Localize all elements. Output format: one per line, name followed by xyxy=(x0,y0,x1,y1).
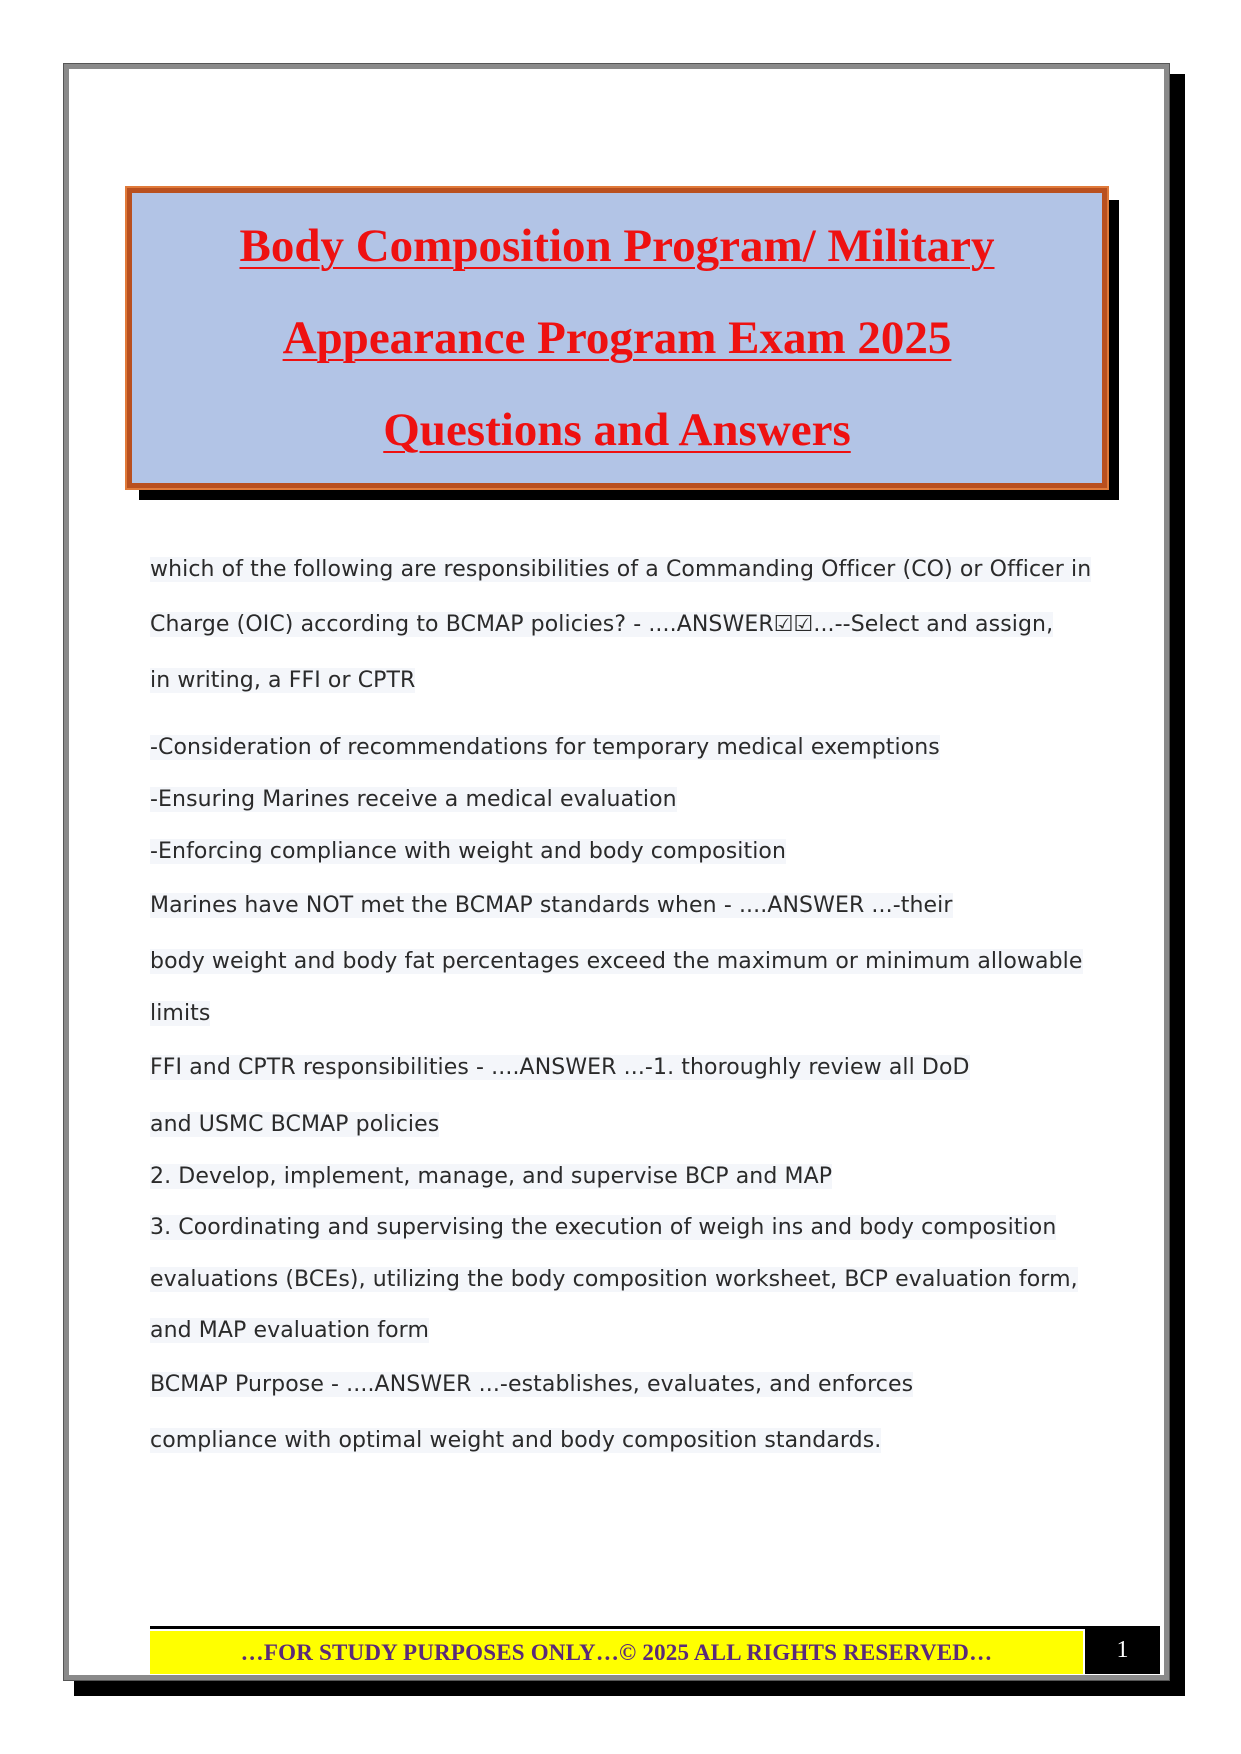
body-line: evaluations (BCEs), utilizing the body composition worksheet, BCP evaluation form, xyxy=(150,1267,1078,1292)
title-line-1: Body Composition Program/ Military xyxy=(239,220,995,272)
body-line: body weight and body fat percentages exceed the maximum or minimum allowable xyxy=(150,949,1083,974)
body-line: -Consideration of recommendations for temporary medical exemptions xyxy=(150,735,940,760)
body-line: in writing, a FFI or CPTR xyxy=(150,668,416,693)
body-line: and USMC BCMAP policies xyxy=(150,1112,440,1137)
body-line: -Enforcing compliance with weight and body composition xyxy=(150,839,787,864)
title-line-3: Questions and Answers xyxy=(383,404,851,456)
body-line: -Ensuring Marines receive a medical evaluation xyxy=(150,787,677,812)
body-line: Charge (OIC) according to BCMAP policies? - ....ANSWER☑☑...--Select and assign, xyxy=(150,612,1054,637)
title-box xyxy=(127,188,1107,488)
body-line: which of the following are responsibilities of a Commanding Officer (CO) or Officer in xyxy=(150,557,1092,582)
body-line: Marines have NOT met the BCMAP standards when - ....ANSWER ...-their xyxy=(150,893,953,918)
body-line: compliance with optimal weight and body composition standards. xyxy=(150,1428,882,1453)
body-line: FFI and CPTR responsibilities - ....ANSWER ...-1. thoroughly review all DoD xyxy=(150,1055,970,1080)
footer-rule xyxy=(150,1626,1160,1629)
body-line: 2. Develop, implement, manage, and supervise BCP and MAP xyxy=(150,1164,833,1189)
body-line: limits xyxy=(150,1001,211,1026)
page-number: 1 xyxy=(1085,1626,1160,1674)
title-line-2: Appearance Program Exam 2025 xyxy=(282,312,952,364)
body-line: and MAP evaluation form xyxy=(150,1318,429,1343)
footer-banner xyxy=(150,1631,1083,1674)
body-line: 3. Coordinating and supervising the execution of weigh ins and body composition xyxy=(150,1215,1057,1240)
footer-text: …FOR STUDY PURPOSES ONLY…© 2025 ALL RIGHTS RESERVED… xyxy=(240,1639,993,1665)
body-line: BCMAP Purpose - ....ANSWER ...-establishes, evaluates, and enforces xyxy=(150,1372,914,1397)
